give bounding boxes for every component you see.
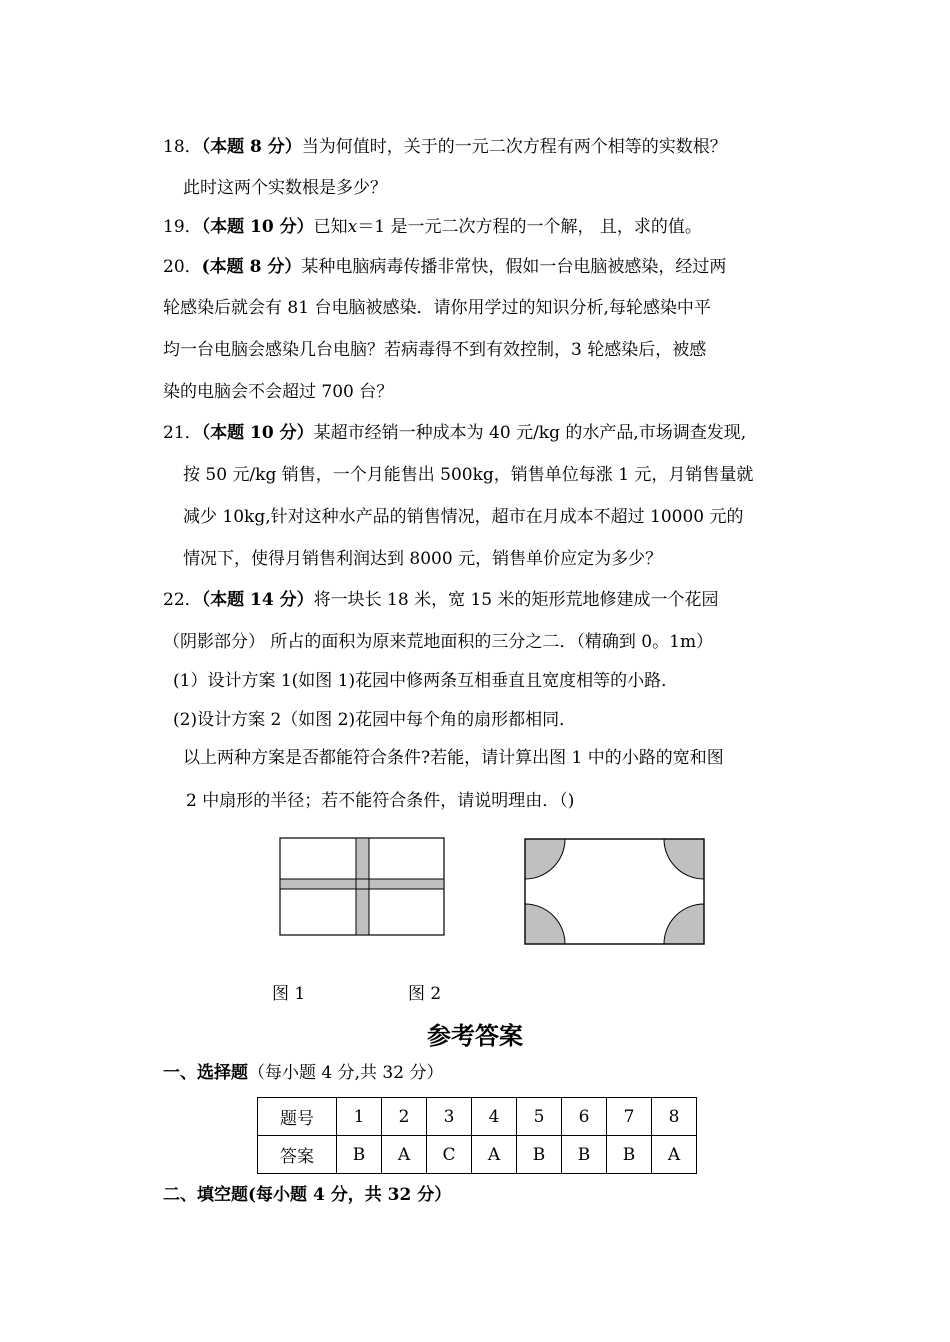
q20-line4: 染的电脑会不会超过 700 台？ bbox=[163, 382, 394, 402]
table-cell-number: 8 bbox=[652, 1098, 697, 1136]
q20-score: (本题 8 分） bbox=[201, 257, 302, 277]
q21-line3: 减少 10kg,针对这种水产品的销售情况，超市在月成本不超过 10000 元的 bbox=[183, 507, 744, 527]
q19-pre: 已知 bbox=[313, 217, 348, 237]
table-header-answer: 答案 bbox=[258, 1136, 337, 1174]
q19-post: ＝1 是一元二次方程的一个解， 且，求的值。 bbox=[357, 217, 702, 237]
q18-number: 18． bbox=[163, 137, 202, 157]
q18-text1: 当为何值时，关于的一元二次方程有两个相等的实数根？ bbox=[301, 137, 727, 157]
figure-2-sector-bottom-left bbox=[525, 904, 565, 944]
figure-1 bbox=[278, 836, 448, 938]
q18-line1 bbox=[163, 136, 727, 158]
table-cell-number: 4 bbox=[472, 1098, 517, 1136]
q21-text1: 某超市经销一种成本为 40 元/kg 的水产品,市场调查发现, bbox=[313, 423, 747, 443]
q22-line6: 2 中扇形的半径；若不能符合条件，请说明理由．（) bbox=[186, 791, 575, 811]
table-cell-answer: B bbox=[607, 1136, 652, 1174]
figure-1-horizontal-path bbox=[280, 879, 444, 889]
q22-number: 22． bbox=[163, 590, 202, 610]
q18-line2: 此时这两个实数根是多少？ bbox=[183, 178, 387, 198]
table-cell-number: 6 bbox=[562, 1098, 607, 1136]
q19-variable: x bbox=[347, 217, 358, 237]
q22-text1: 将一块长 18 米，宽 15 米的矩形荒地修建成一个花园 bbox=[313, 590, 719, 610]
answer-table bbox=[257, 1097, 697, 1174]
table-cell-answer: B bbox=[562, 1136, 607, 1174]
q21-line1 bbox=[163, 422, 746, 444]
q20-line3: 均一台电脑会感染几台电脑？若病毒得不到有效控制，3 轮感染后，被感 bbox=[163, 340, 707, 360]
table-cell-answer: A bbox=[472, 1136, 517, 1174]
table-cell-answer: B bbox=[337, 1136, 382, 1174]
table-cell-number: 3 bbox=[427, 1098, 472, 1136]
q20-text1: 某种电脑病毒传播非常快，假如一台电脑被感染，经过两 bbox=[301, 257, 727, 277]
figure-2-sector-top-left bbox=[525, 839, 565, 879]
q19-line bbox=[163, 216, 702, 238]
q22-line2: （阴影部分） 所占的面积为原来荒地面积的三分之二．（精确到 0。1m） bbox=[163, 632, 714, 652]
answers-title: 参考答案 bbox=[427, 1022, 523, 1050]
q19-number: 19． bbox=[163, 217, 202, 237]
q21-score: （本题 10 分） bbox=[201, 423, 314, 443]
figure-1-caption: 图 1 bbox=[272, 984, 306, 1004]
q22-line1 bbox=[163, 589, 719, 611]
q22-line4: (2)设计方案 2（如图 2)花园中每个角的扇形都相同． bbox=[173, 710, 577, 730]
table-cell-number: 1 bbox=[337, 1098, 382, 1136]
table-cell-answer: A bbox=[382, 1136, 427, 1174]
table-cell-answer: C bbox=[427, 1136, 472, 1174]
figure-2 bbox=[522, 836, 707, 948]
q20-line1 bbox=[163, 256, 726, 278]
section1-label: 一、选择题 bbox=[163, 1063, 248, 1083]
q22-line3: (1）设计方案 1(如图 1)花园中修两条互相垂直且宽度相等的小路． bbox=[173, 671, 679, 691]
figure-2-caption: 图 2 bbox=[408, 984, 442, 1004]
q20-line2: 轮感染后就会有 81 台电脑被感染．请你用学过的知识分析,每轮感染中平 bbox=[163, 298, 711, 318]
table-cell-number: 2 bbox=[382, 1098, 427, 1136]
table-row bbox=[258, 1136, 697, 1174]
section2-heading: 二、填空题(每小题 4 分，共 32 分） bbox=[163, 1185, 452, 1205]
table-cell-answer: B bbox=[517, 1136, 562, 1174]
q18-score: （本题 8 分） bbox=[201, 137, 302, 157]
q19-score: （本题 10 分） bbox=[201, 217, 314, 237]
table-header-number: 题号 bbox=[258, 1098, 337, 1136]
table-cell-answer: A bbox=[652, 1136, 697, 1174]
table-cell-number: 5 bbox=[517, 1098, 562, 1136]
q20-number: 20． bbox=[163, 257, 202, 277]
q21-line4: 情况下，使得月销售利润达到 8000 元，销售单价应定为多少？ bbox=[183, 549, 663, 569]
table-cell-number: 7 bbox=[607, 1098, 652, 1136]
q22-line5: 以上两种方案是否都能符合条件?若能，请计算出图 1 中的小路的宽和图 bbox=[183, 748, 724, 768]
table-row bbox=[258, 1098, 697, 1136]
q21-number: 21． bbox=[163, 423, 202, 443]
figure-2-sector-top-right bbox=[664, 839, 704, 879]
q22-score: （本题 14 分） bbox=[201, 590, 314, 610]
q21-line2: 按 50 元/kg 销售，一个月能售出 500kg，销售单位每涨 1 元，月销售量就 bbox=[183, 465, 754, 485]
section1-heading bbox=[163, 1062, 443, 1084]
figure-2-sector-bottom-right bbox=[664, 904, 704, 944]
section1-note: （每小题 4 分,共 32 分） bbox=[248, 1063, 444, 1083]
